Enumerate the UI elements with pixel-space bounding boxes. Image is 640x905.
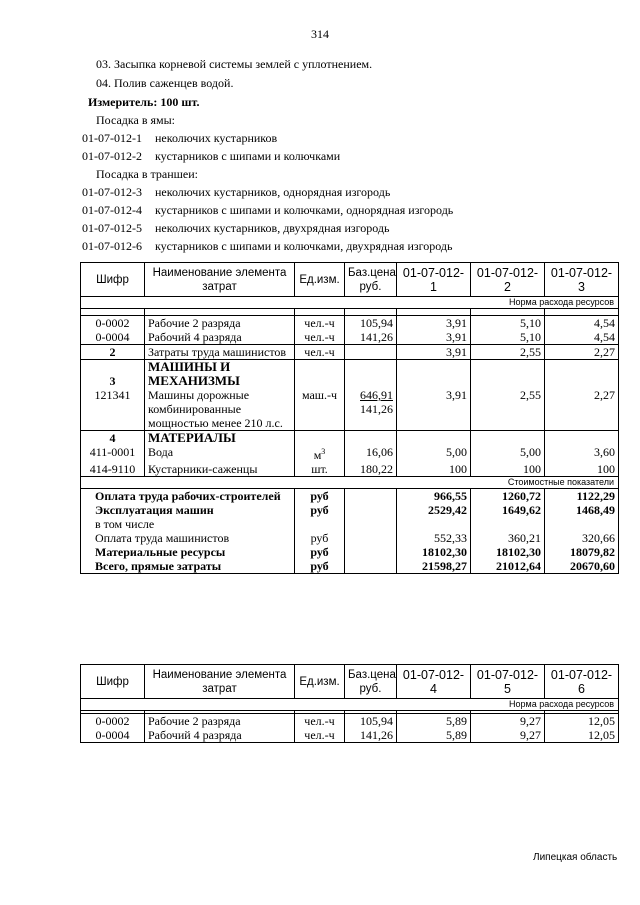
cost-value: 966,55 bbox=[397, 489, 471, 504]
cost-value: 1468,49 bbox=[545, 503, 619, 531]
unit-base: м bbox=[313, 448, 322, 462]
spacer-row bbox=[81, 309, 619, 316]
row-value: 5,00 bbox=[397, 445, 471, 462]
norm-note-row bbox=[81, 297, 619, 309]
cost-name: Оплата труда машинистов bbox=[81, 531, 295, 545]
row-value: 4,54 bbox=[545, 316, 619, 331]
norm-note: Норма расхода ресурсов bbox=[81, 699, 619, 711]
row-price: 105,94 bbox=[345, 714, 397, 729]
item-text: кустарников с шипами и колючками bbox=[155, 149, 341, 163]
row-value: 4,54 bbox=[545, 330, 619, 345]
cost-name bbox=[81, 503, 295, 531]
row-code: 2 bbox=[81, 345, 145, 360]
region-footer: Липецкая область bbox=[533, 852, 618, 863]
row-value: 3,91 bbox=[397, 345, 471, 360]
cost-value: 21598,27 bbox=[397, 559, 471, 574]
header-col-3: 01-07-012-3 bbox=[545, 263, 619, 297]
cost-value: 552,33 bbox=[397, 531, 471, 545]
section-row bbox=[81, 360, 619, 389]
header-unit: Ед.изм. bbox=[295, 263, 345, 297]
cost-value: 1649,62 bbox=[471, 503, 545, 531]
section-title: МАШИНЫ И МЕХАНИЗМЫ bbox=[145, 360, 295, 389]
cost-unit: руб bbox=[295, 503, 345, 531]
group2-title: Посадка в траншеи: bbox=[96, 167, 198, 181]
cost-title: Эксплуатация машин bbox=[95, 503, 214, 517]
row-code: 411-0001 bbox=[81, 445, 145, 462]
row-price bbox=[345, 388, 397, 431]
row-value: 9,27 bbox=[471, 728, 545, 743]
row-code: 121341 bbox=[81, 388, 145, 431]
row-unit: маш.-ч bbox=[295, 388, 345, 431]
row-price: 105,94 bbox=[345, 316, 397, 331]
row-name: Вода bbox=[145, 445, 295, 462]
cost-unit: руб bbox=[295, 531, 345, 545]
cost-value: 2529,42 bbox=[397, 503, 471, 531]
row-name: Машины дорожные комбинированные мощностью менее 210 л.с. bbox=[145, 388, 295, 431]
meter: Измеритель: 100 шт. bbox=[88, 95, 200, 109]
cost-value: 1260,72 bbox=[471, 489, 545, 504]
row-code: 0-0004 bbox=[81, 728, 145, 743]
item-text: кустарников с шипами и колючками, двухрядная изгородь bbox=[155, 239, 453, 253]
row-value: 100 bbox=[545, 462, 619, 477]
header-price: Баз.цена руб. bbox=[345, 665, 397, 699]
price-main: 646,91 bbox=[360, 388, 393, 402]
cost-note-row bbox=[81, 477, 619, 489]
table-row bbox=[81, 728, 619, 743]
row-value: 12,05 bbox=[545, 714, 619, 729]
row-unit: чел.-ч bbox=[295, 345, 345, 360]
row-name: Рабочие 2 разряда bbox=[145, 714, 295, 729]
cost-value: 18079,82 bbox=[545, 545, 619, 559]
cost-name: Материальные ресурсы bbox=[81, 545, 295, 559]
row-price: 141,26 bbox=[345, 728, 397, 743]
row-code: 0-0002 bbox=[81, 316, 145, 331]
step-03: 03. Засыпка корневой системы землей с уплотнением. bbox=[96, 57, 373, 71]
item-text: неколючих кустарников bbox=[155, 131, 278, 145]
row-value: 3,60 bbox=[545, 445, 619, 462]
row-value: 5,89 bbox=[397, 728, 471, 743]
section-title: МАТЕРИАЛЫ bbox=[145, 431, 295, 446]
row-value: 3,91 bbox=[397, 388, 471, 431]
group1-title: Посадка в ямы: bbox=[96, 113, 176, 127]
price-sub: 141,26 bbox=[360, 402, 393, 416]
cost-row-total bbox=[81, 559, 619, 574]
row-value: 12,05 bbox=[545, 728, 619, 743]
cost-subtitle: в том числе bbox=[95, 517, 155, 531]
cost-note: Стоимостные показатели bbox=[81, 477, 619, 489]
item-code: 01-07-012-1 bbox=[82, 131, 142, 145]
cost-row bbox=[81, 545, 619, 559]
item-text: кустарников с шипами и колючками, однорядная изгородь bbox=[155, 203, 454, 217]
section-code: 4 bbox=[81, 431, 145, 446]
cost-value: 18102,30 bbox=[397, 545, 471, 559]
cost-unit: руб bbox=[295, 559, 345, 574]
row-price: 16,06 bbox=[345, 445, 397, 462]
row-value: 5,10 bbox=[471, 316, 545, 331]
cost-row bbox=[81, 489, 619, 504]
table-row bbox=[81, 330, 619, 345]
header-col-2: 01-07-012-5 bbox=[471, 665, 545, 699]
group2-item bbox=[82, 239, 452, 253]
row-value: 9,27 bbox=[471, 714, 545, 729]
table-row bbox=[81, 345, 619, 360]
row-unit: чел.-ч bbox=[295, 728, 345, 743]
item-code: 01-07-012-6 bbox=[82, 239, 142, 253]
header-code: Шифр bbox=[81, 665, 145, 699]
row-unit: чел.-ч bbox=[295, 330, 345, 345]
unit-sup: 3 bbox=[321, 447, 326, 456]
norm-note-row bbox=[81, 699, 619, 711]
row-value: 5,10 bbox=[471, 330, 545, 345]
resource-table-2 bbox=[80, 664, 619, 743]
group1-item bbox=[82, 149, 340, 163]
row-code: 0-0004 bbox=[81, 330, 145, 345]
item-text: неколючих кустарников, двухрядная изгородь bbox=[155, 221, 390, 235]
header-code: Шифр bbox=[81, 263, 145, 297]
row-name: Рабочий 4 разряда bbox=[145, 330, 295, 345]
cost-row bbox=[81, 531, 619, 545]
cost-value: 1122,29 bbox=[545, 489, 619, 504]
header-name: Наименование элемента затрат bbox=[145, 665, 295, 699]
table-row bbox=[81, 388, 619, 431]
header-unit: Ед.изм. bbox=[295, 665, 345, 699]
cost-unit: руб bbox=[295, 545, 345, 559]
cost-unit: руб bbox=[295, 489, 345, 504]
item-code: 01-07-012-2 bbox=[82, 149, 142, 163]
row-value: 3,91 bbox=[397, 330, 471, 345]
item-code: 01-07-012-4 bbox=[82, 203, 142, 217]
row-name: Рабочий 4 разряда bbox=[145, 728, 295, 743]
table-row bbox=[81, 462, 619, 477]
row-unit: шт. bbox=[295, 462, 345, 477]
norm-note: Норма расхода ресурсов bbox=[81, 297, 619, 309]
row-value: 3,91 bbox=[397, 316, 471, 331]
table-row bbox=[81, 316, 619, 331]
cost-value: 18102,30 bbox=[471, 545, 545, 559]
item-code: 01-07-012-5 bbox=[82, 221, 142, 235]
header-col-1: 01-07-012-4 bbox=[397, 665, 471, 699]
row-price: 180,22 bbox=[345, 462, 397, 477]
section-code: 3 bbox=[81, 360, 145, 389]
row-code: 414-9110 bbox=[81, 462, 145, 477]
item-text: неколючих кустарников, однорядная изгородь bbox=[155, 185, 391, 199]
row-unit: чел.-ч bbox=[295, 316, 345, 331]
header-name: Наименование элемента затрат bbox=[145, 263, 295, 297]
header-col-3: 01-07-012-6 bbox=[545, 665, 619, 699]
resource-table-1 bbox=[80, 262, 619, 574]
table-header-row bbox=[81, 665, 619, 699]
group2-item bbox=[82, 185, 390, 199]
step-04: 04. Полив саженцев водой. bbox=[96, 76, 234, 90]
row-value: 2,55 bbox=[471, 388, 545, 431]
row-code: 0-0002 bbox=[81, 714, 145, 729]
page-number: 314 bbox=[311, 27, 329, 41]
row-unit: чел.-ч bbox=[295, 714, 345, 729]
item-code: 01-07-012-3 bbox=[82, 185, 142, 199]
row-value: 5,00 bbox=[471, 445, 545, 462]
cost-value: 320,66 bbox=[545, 531, 619, 545]
row-value: 5,89 bbox=[397, 714, 471, 729]
cost-value: 360,21 bbox=[471, 531, 545, 545]
cost-value: 21012,64 bbox=[471, 559, 545, 574]
group2-item bbox=[82, 221, 389, 235]
row-name: Кустарники-саженцы bbox=[145, 462, 295, 477]
row-price: 141,26 bbox=[345, 330, 397, 345]
table-row bbox=[81, 714, 619, 729]
group2-item bbox=[82, 203, 453, 217]
row-unit bbox=[295, 445, 345, 462]
row-name: Рабочие 2 разряда bbox=[145, 316, 295, 331]
cost-name: Оплата труда рабочих-строителей bbox=[81, 489, 295, 504]
row-value: 100 bbox=[397, 462, 471, 477]
row-value: 2,55 bbox=[471, 345, 545, 360]
row-value: 2,27 bbox=[545, 345, 619, 360]
table-row bbox=[81, 445, 619, 462]
header-col-1: 01-07-012-1 bbox=[397, 263, 471, 297]
row-name: Затраты труда машинистов bbox=[145, 345, 295, 360]
row-value: 100 bbox=[471, 462, 545, 477]
header-price: Баз.цена руб. bbox=[345, 263, 397, 297]
row-value: 2,27 bbox=[545, 388, 619, 431]
section-row bbox=[81, 431, 619, 446]
group1-item bbox=[82, 131, 277, 145]
cost-name: Всего, прямые затраты bbox=[81, 559, 295, 574]
cost-row bbox=[81, 503, 619, 531]
cost-value: 20670,60 bbox=[545, 559, 619, 574]
header-col-2: 01-07-012-2 bbox=[471, 263, 545, 297]
table-header-row bbox=[81, 263, 619, 297]
